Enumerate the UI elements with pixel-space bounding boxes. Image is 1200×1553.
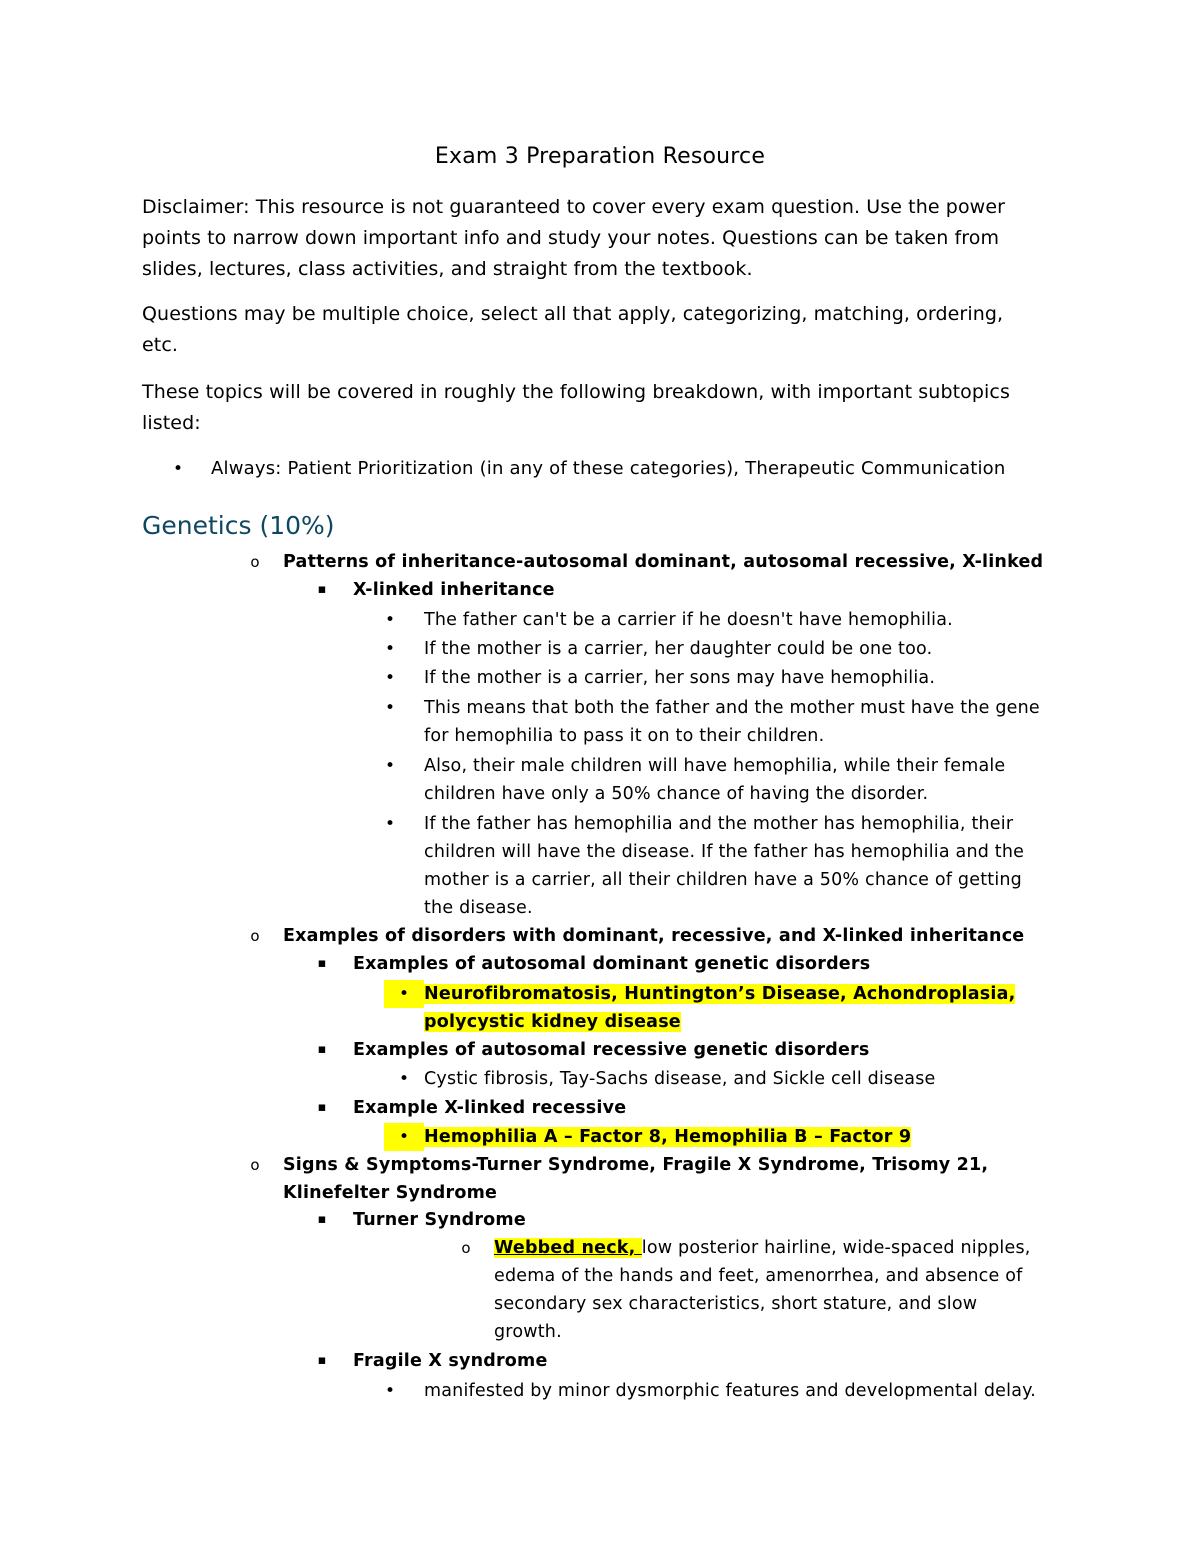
x-linked-point: If the mother is a carrier, her sons may have hemophilia. [424,668,936,688]
x-linked-point: If the father has hemophilia and the mother has hemophilia, their [424,814,1014,834]
autosomal-recessive-item: Cystic fibrosis, Tay-Sachs disease, and Sickle cell disease [424,1069,936,1089]
question-types-line: etc. [142,334,179,356]
bullet-marker: • [384,756,396,776]
breakdown-paragraph [142,377,1062,439]
disclaimer-paragraph [142,192,1062,285]
bullet-marker: • [384,668,396,688]
autosomal-dominant-heading: Examples of autosomal dominant genetic disorders [353,954,871,974]
turner-syndrome-heading: Turner Syndrome [353,1210,526,1230]
x-linked-inheritance-heading: X-linked inheritance [353,580,555,600]
square-marker: ▪ [317,582,327,597]
square-marker: ▪ [317,1100,327,1115]
turner-syndrome-item-continued: secondary sex characteristics, short stature, and slow [494,1294,978,1314]
turner-syndrome-text: low posterior hairline, wide-spaced nipples, [641,1238,1031,1258]
bullet-marker: • [384,1123,424,1151]
circle-marker: o [461,1239,471,1257]
fragile-x-heading: Fragile X syndrome [353,1351,548,1371]
question-types-line: Questions may be multiple choice, select all that apply, categorizing, matching, ordering, [142,303,1004,325]
square-marker: ▪ [317,1042,327,1057]
bullet-marker: • [384,980,424,1008]
bullet-marker: • [384,698,396,718]
highlighted-text: Neurofibromatosis, Huntington’s Disease, Achondroplasia, [424,984,1016,1004]
circle-marker: o [250,1156,260,1174]
x-linked-point: If the mother is a carrier, her daughter could be one too. [424,639,933,659]
always-item: Always: Patient Prioritization (in any of these categories), Therapeutic Communication [211,458,1006,479]
webbed-neck-highlight: Webbed neck, [494,1238,642,1258]
disclaimer-line: slides, lectures, class activities, and straight from the textbook. [142,258,753,280]
disclaimer-line: Disclaimer: This resource is not guaranteed to cover every exam question. Use the power [142,196,1006,218]
turner-syndrome-item [494,1234,1031,1262]
breakdown-line: These topics will be covered in roughly the following breakdown, with important subtopics [142,381,1010,403]
signs-symptoms-heading: Signs & Symptoms-Turner Syndrome, Fragile X Syndrome, Trisomy 21, [283,1155,989,1175]
circle-marker: o [250,927,260,945]
x-linked-point-continued: mother is a carrier, all their children have a 50% chance of getting [424,870,1022,890]
genetics-heading: Genetics (10%) [142,511,335,540]
x-linked-point-continued: the disease. [424,898,533,918]
breakdown-line: listed: [142,412,201,434]
highlighted-text: Hemophilia A – Factor 8, Hemophilia B – Factor 9 [424,1127,912,1147]
x-linked-point-continued: children will have the disease. If the father has hemophilia and the [424,842,1025,862]
page-title: Exam 3 Preparation Resource [434,144,766,169]
bullet-marker: • [384,610,396,630]
bullet-marker: • [384,814,396,834]
x-linked-recessive-heading: Example X-linked recessive [353,1098,627,1118]
square-marker: ▪ [317,1212,327,1227]
turner-syndrome-item-continued: edema of the hands and feet, amenorrhea, and absence of [494,1266,1023,1286]
autosomal-recessive-heading: Examples of autosomal recessive genetic disorders [353,1040,870,1060]
autosomal-dominant-item-continued [424,1008,681,1036]
x-linked-point-continued: for hemophilia to pass it on to their children. [424,726,825,746]
signs-symptoms-heading-continued: Klinefelter Syndrome [283,1183,498,1203]
patterns-of-inheritance: Patterns of inheritance-autosomal dominant, autosomal recessive, X-linked [283,552,1044,572]
square-marker: ▪ [317,956,327,971]
square-marker: ▪ [317,1353,327,1368]
x-linked-recessive-item [424,1123,911,1151]
x-linked-point-continued: children have only a 50% chance of having the disorder. [424,784,929,804]
question-types-paragraph [142,299,1062,361]
examples-heading: Examples of disorders with dominant, recessive, and X-linked inheritance [283,926,1025,946]
x-linked-point: The father can't be a carrier if he doesn't have hemophilia. [424,610,953,630]
circle-marker: o [250,553,260,571]
bullet-marker: • [172,459,184,479]
x-linked-point: Also, their male children will have hemophilia, while their female [424,756,1006,776]
disclaimer-line: points to narrow down important info and study your notes. Questions can be taken from [142,227,1000,249]
bullet-marker: • [384,1381,396,1401]
autosomal-dominant-item [424,980,1015,1008]
highlighted-text: polycystic kidney disease [424,1012,681,1032]
bullet-marker: • [398,1069,410,1089]
bullet-marker: • [384,639,396,659]
turner-syndrome-item-continued: growth. [494,1322,562,1342]
x-linked-point: This means that both the father and the mother must have the gene [424,698,1040,718]
fragile-x-item: manifested by minor dysmorphic features and developmental delay. [424,1381,1036,1401]
